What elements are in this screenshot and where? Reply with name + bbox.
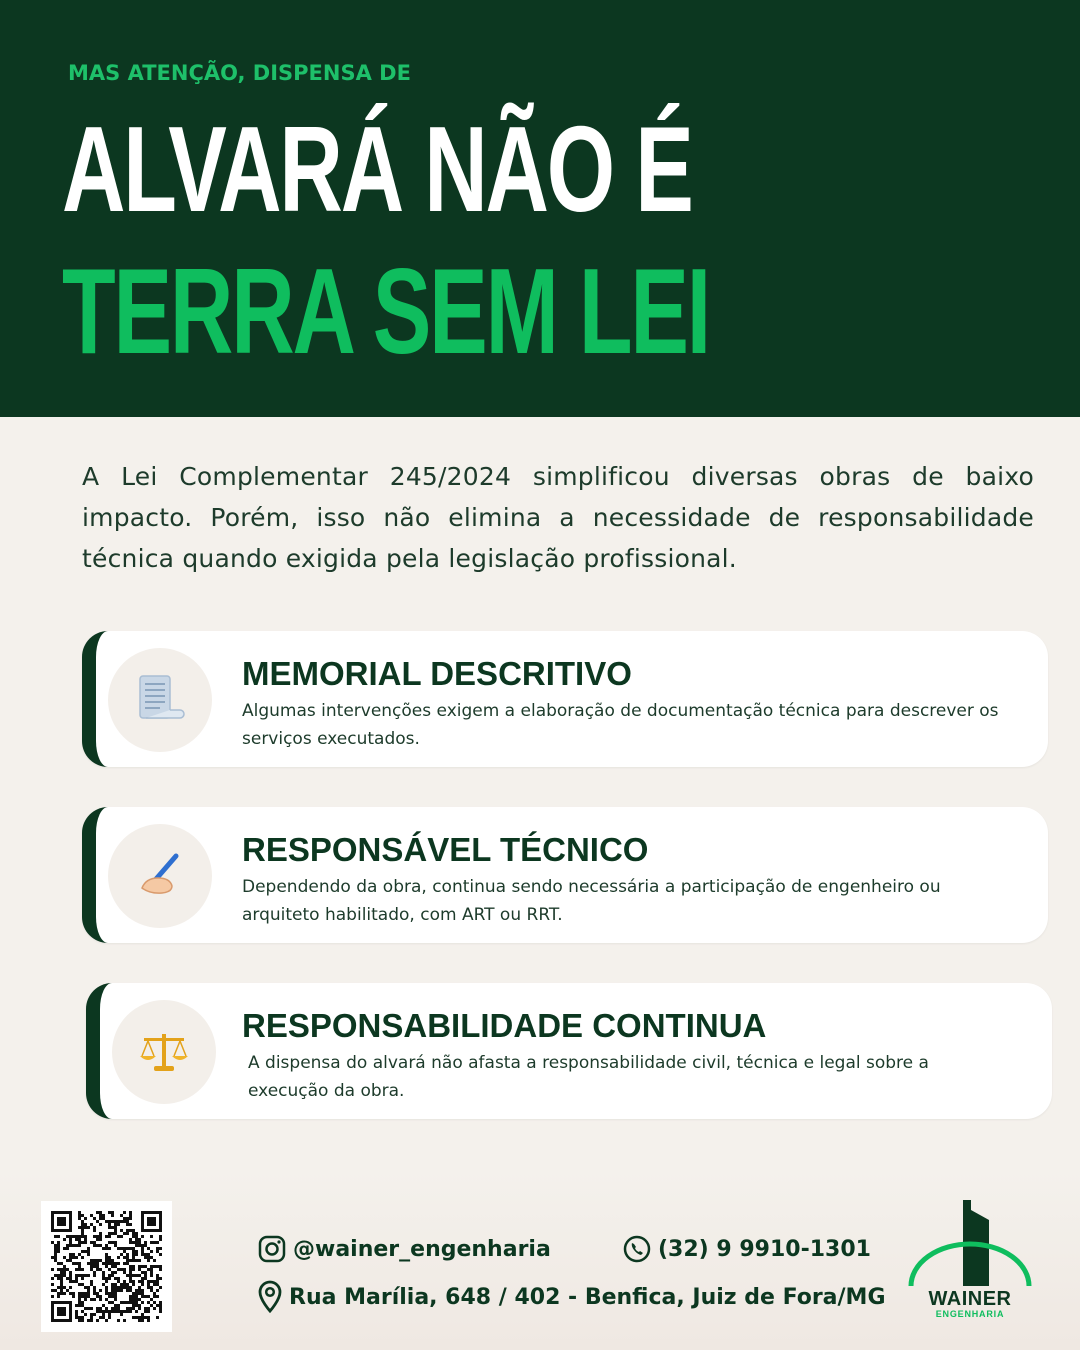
instagram-contact[interactable]	[257, 1234, 551, 1264]
intro-paragraph: A Lei Complementar 245/2024 simplificou diversas obras de baixo impacto. Porém, isso não elimina a necessidade de responsabilidade técnica quando exigida pela legislação profissional.	[82, 462, 1034, 573]
qr-code[interactable]	[41, 1201, 172, 1332]
balance-scale-icon	[112, 1000, 216, 1104]
location-pin-icon	[257, 1280, 283, 1314]
whatsapp-icon	[622, 1234, 652, 1264]
address-contact[interactable]	[257, 1280, 886, 1314]
card-title: MEMORIAL DESCRITIVO	[242, 655, 632, 692]
headline-line-2: TERRA SEM LEI	[62, 243, 710, 379]
card-description: Algumas intervenções exigem a elaboração de documentação técnica para descrever os serviços executados.	[242, 701, 999, 749]
phone-number: (32) 9 9910-1301	[658, 1236, 871, 1262]
card-title: RESPONSÁVEL TÉCNICO	[242, 831, 649, 868]
card-description: Dependendo da obra, continua sendo necessária a participação de engenheiro ou arquiteto habilitado, com ART ou RRT.	[242, 877, 941, 925]
header-banner	[0, 0, 1080, 417]
instagram-handle: @wainer_engenharia	[293, 1236, 551, 1262]
card-title: RESPONSABILIDADE CONTINUA	[242, 1007, 767, 1044]
address-text: Rua Marília, 648 / 402 - Benfica, Juiz de Fora/MG	[289, 1284, 886, 1310]
eyebrow-text: MAS ATENÇÃO, DISPENSA DE	[68, 61, 411, 85]
phone-contact[interactable]	[622, 1234, 871, 1264]
logo-name: WAINER	[928, 1288, 1012, 1310]
card-responsabilidade-continua	[86, 983, 1052, 1119]
scroll-document-icon	[108, 648, 212, 752]
writing-hand-icon	[108, 824, 212, 928]
card-memorial-descritivo	[82, 631, 1048, 767]
logo-subtitle: ENGENHARIA	[935, 1309, 1005, 1319]
card-responsavel-tecnico	[82, 807, 1048, 943]
headline-line-1: ALVARÁ NÃO É	[62, 101, 692, 237]
instagram-icon	[257, 1234, 287, 1264]
card-description: A dispensa do alvará não afasta a responsabilidade civil, técnica e legal sobre a execução da obra.	[248, 1053, 929, 1101]
